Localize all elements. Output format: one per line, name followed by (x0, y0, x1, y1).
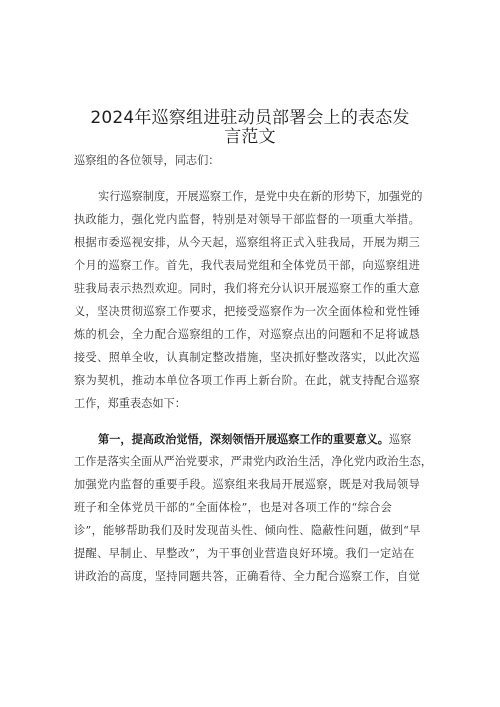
para1-line: 炼的机会，全力配合巡察组的工作，对巡察点出的问题和不足将诚恳 (74, 328, 421, 341)
para1-line: 工作，郑重表态如下： (74, 397, 186, 410)
para1-line: 根据市委巡视安排，从今天起，巡察组将正式入驻我局，开展为期三 (74, 236, 421, 249)
para2-line: 班子和全体党员干部的“全面体检”，也是对各项工作的“综合会 (74, 501, 393, 514)
para2-line: 提醒、早制止、早整改”，为干事创业营造良好环境。我们一定站在 (74, 547, 415, 560)
para2-line: 诊”，能够帮助我们及时发现苗头性、倾向性、隐蔽性问题，做到“早 (74, 524, 421, 537)
para2-line: 工作是落实全面从严治党要求，严肃党内政治生活，净化党内政治生态， (74, 455, 433, 468)
para2-line: 加强党内监督的重要手段。巡察组来我局开展巡察，既是对我局领导 (74, 478, 421, 491)
para1-line: 察为契机，推动本单位各项工作再上新台阶。在此，就支持配合巡察 (74, 374, 421, 387)
salutation: 巡察组的各位领导，同志们： (74, 154, 220, 167)
para2-heading-tail: 巡察 (388, 433, 412, 446)
para1-line: 个月的巡察工作。首先，我代表局党组和全体党员干部，向巡察组进 (74, 259, 421, 272)
para1-line: 实行巡察制度，开展巡察工作，是党中央在新的形势下，加强党的 (98, 190, 423, 203)
document-title-line1: 2024年巡察组进驻动员部署会上的表态发 (90, 108, 410, 128)
para1-line: 驻我局表示热烈欢迎。同时，我们将充分认识开展巡察工作的重大意 (74, 282, 421, 295)
para1-line: 义，坚决贯彻巡察工作要求，把接受巡察作为一次全面体检和党性锤 (74, 305, 421, 318)
para1-line: 接受、照单全收，认真制定整改措施，坚决抓好整改落实，以此次巡 (74, 351, 421, 364)
para2-line: 讲政治的高度，坚持同题共答，正确看待、全力配合巡察工作，自觉 (74, 570, 421, 583)
para2-first-line (98, 432, 411, 447)
para2-heading: 第一，提高政治觉悟，深刻领悟开展巡察工作的重要意义。 (98, 432, 389, 446)
para1-line: 执政能力，强化党内监督，特别是对领导干部监督的一项重大举措。 (74, 213, 421, 226)
document-title-line2: 言范文 (224, 127, 276, 147)
